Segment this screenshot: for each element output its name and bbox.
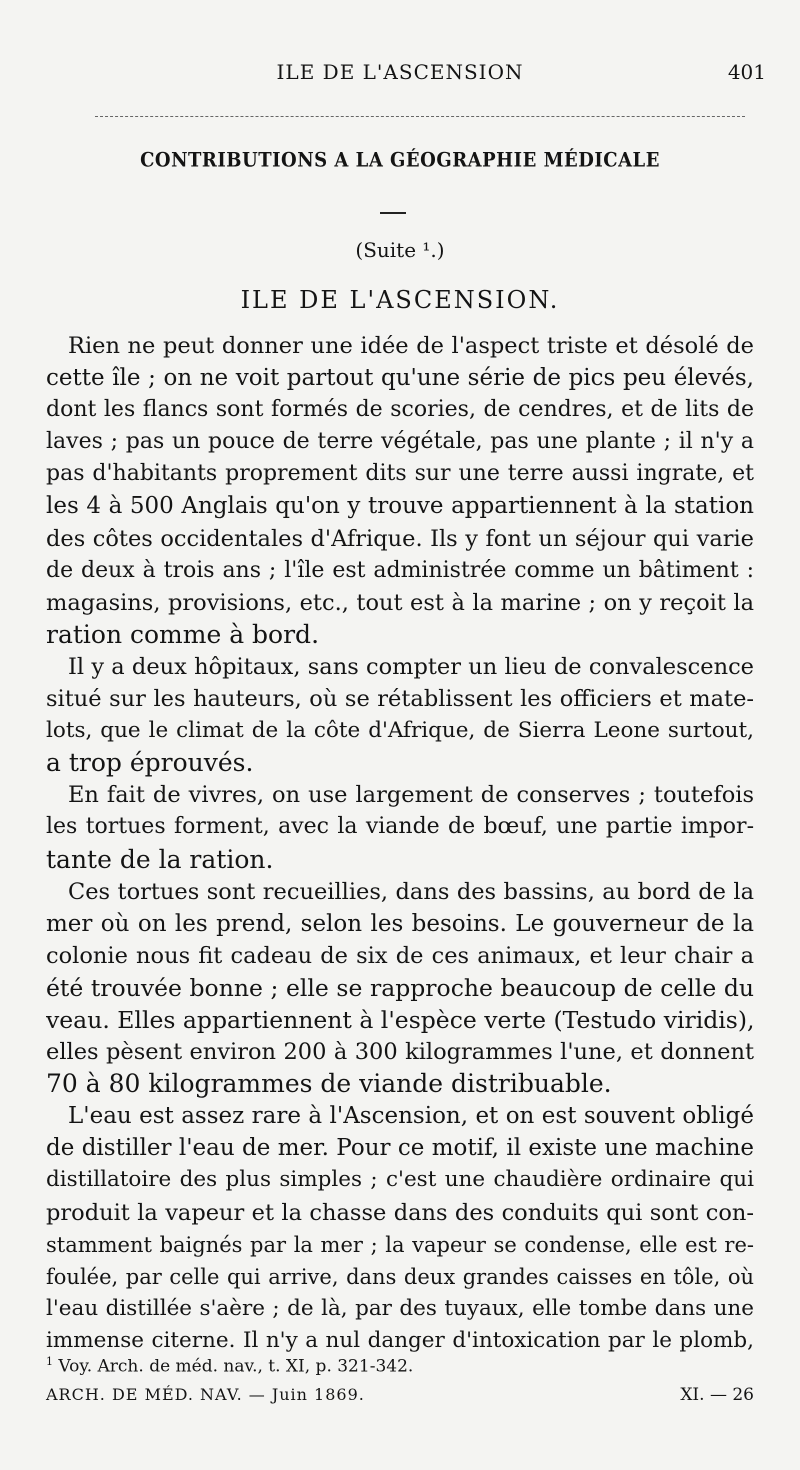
text-line: immense citerne. Il n'y a nul danger d'intoxication par le plomb, (46, 1327, 754, 1353)
text-line: situé sur les hauteurs, où se rétablissent les officiers et mate- (46, 686, 754, 713)
text-line: de deux à trois ans ; l'île est administrée comme un bâtiment : (46, 557, 754, 583)
text-line: lots, que le climat de la côte d'Afrique, de Sierra Leone surtout, (46, 718, 754, 744)
suite-note: (Suite ¹.) (355, 238, 445, 262)
text-line: Il y a deux hôpitaux, sans compter un lieu de convalescence (68, 653, 754, 680)
text-line: colonie nous fit cadeau de six de ces animaux, et leur chair a (46, 942, 754, 969)
text-line: veau. Elles appartiennent à l'espèce verte (Testudo viridis), (46, 1005, 754, 1034)
journal-citation: ARCH. DE MÉD. NAV. — Juin 1869. (46, 1385, 365, 1404)
article-title: CONTRIBUTIONS A LA GÉOGRAPHIE MÉDICALE (140, 148, 660, 173)
text-line: les 4 à 500 Anglais qu'on y trouve appartiennent à la station (46, 493, 754, 520)
text-line: a trop éprouvés. (46, 748, 254, 778)
text-line: ration comme à bord. (46, 619, 320, 649)
text-line: foulée, par celle qui arrive, dans deux grandes caisses en tôle, où (46, 1264, 754, 1289)
text-line: pas d'habitants proprement dits sur une terre aussi ingrate, et (46, 461, 754, 487)
text-line: des côtes occidentales d'Afrique. Ils y font un séjour qui varie (46, 525, 754, 552)
text-line: laves ; pas un pouce de terre végétale, pas une plante ; il n'y a (46, 429, 754, 455)
text-line: été trouvée bonne ; elle se rapproche beaucoup de celle du (46, 973, 754, 1002)
text-line: produit la vapeur et la chasse dans des conduits qui sont con- (46, 1199, 754, 1226)
text-line: dont les flancs sont formés de scories, de cendres, et de lits de (46, 397, 754, 423)
text-line: mer où on les prend, selon les besoins. Le gouverneur de la (46, 910, 754, 937)
footnote-text: Voy. Arch. de méd. nav., t. XI, p. 321-342. (58, 1356, 414, 1377)
footnote-mark: 1 (46, 1355, 53, 1368)
title-divider (380, 212, 406, 214)
running-head (40, 60, 766, 90)
text-line: Ces tortues sont recueillies, dans des bassins, au bord de la (68, 878, 754, 905)
text-line: cette île ; on ne voit partout qu'une série de pics peu élevés, (46, 365, 754, 392)
text-line: elles pèsent environ 200 à 300 kilogrammes l'une, et donnent (46, 1039, 754, 1066)
footnote (46, 1355, 754, 1377)
text-line: l'eau distillée s'aère ; de là, par des tuyaux, elle tombe dans une (46, 1295, 754, 1321)
text-line: distillatoire des plus simples ; c'est une chaudière ordinaire qui (46, 1167, 754, 1193)
text-line: Rien ne peut donner une idée de l'aspect triste et désolé de (68, 333, 754, 359)
running-head-title: ILE DE L'ASCENSION (276, 60, 524, 84)
text-line: En fait de vivres, on use largement de conserves ; toutefois (68, 782, 754, 809)
text-line: de distiller l'eau de mer. Pour ce motif, il existe une machine (46, 1135, 754, 1162)
text-line: stamment baignés par la mer ; la vapeur se condense, elle est re- (46, 1232, 754, 1257)
text-line: les tortues forment, avec la viande de bœuf, une partie impor- (46, 814, 754, 840)
page-number: 401 (727, 60, 766, 84)
signature-mark: XI. — 26 (680, 1385, 754, 1405)
header-rule (95, 116, 745, 117)
body-text (46, 330, 754, 1357)
text-line: 70 à 80 kilogrammes de viande distribuable. (46, 1069, 612, 1099)
text-line: tante de la ration. (46, 844, 274, 874)
text-line: L'eau est assez rare à l'Ascension, et on est souvent obligé (68, 1103, 754, 1130)
text-line: magasins, provisions, etc., tout est à la marine ; on y reçoit la (46, 589, 754, 616)
section-title: ILE DE L'ASCENSION. (240, 286, 560, 314)
